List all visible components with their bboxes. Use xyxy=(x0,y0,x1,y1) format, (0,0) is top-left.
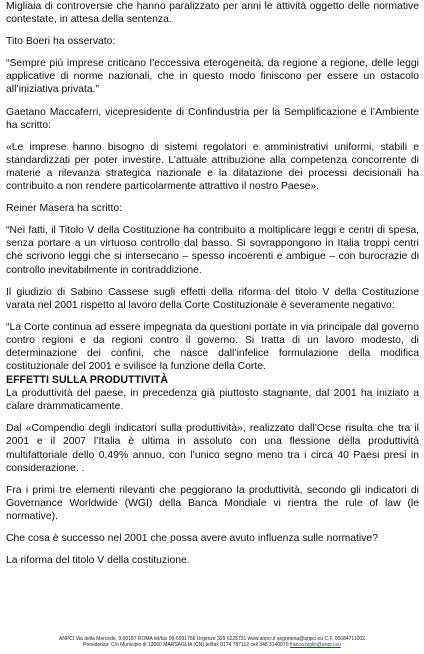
paragraph: Dal «Compendio degli indicatori sulla produttività», realizzato dall’Ocse risulta che tra il 2001 e il 2007 l’Italia è ultima in assoluto con una flessione della produttività multifattoriale dello 0,49% annuo, con l’unico segno meno tra i circa 40 Paesi presi in considerazione. . xyxy=(6,423,419,474)
quote-paragraph: “La Corte continua ad essere impegnata da questioni portate in via principale dal governo contro regioni e da regioni contro il governo. Si tratta di un lavoro modesto, di determinazione dei confini, che nasce dall’infelice formulazione della modifica costituzionale del 2001 e svilisce la funzione della Corte. xyxy=(6,321,419,373)
quote-paragraph: “Sempre più imprese criticano l’eccessiva eterogeneità, da regione a regione, delle leggi applicative di norme nazionali, che in questo modo finiscono per essere un ostacolo all’iniziativa privata.” xyxy=(6,58,419,96)
paragraph: La produttività del paese, in precedenza già piuttosto stagnante, dal 2001 ha iniziato a calare drammaticamente. xyxy=(6,388,419,413)
footer-line-presidency xyxy=(0,642,424,648)
paragraph: Che cosa è successo nel 2001 che possa avere avuto influenza sulle normative? xyxy=(6,533,378,544)
section-heading: EFFETTI SULLA PRODUTTIVITÀ xyxy=(6,374,169,387)
paragraph: La riforma del titolo V della costituzione. xyxy=(6,555,190,567)
document-body xyxy=(6,0,419,576)
paragraph: Migliaia di controversie che hanno paralizzato per anni le attività oggetto delle normative contestate, in attesa della sentenza. xyxy=(6,1,419,26)
quote-paragraph: «Le imprese hanno bisogno di sistemi regolatori e amministrativi uniformi, stabili e standardizzati per poter investire. L’attuale attribuzione alla competenza concorrente di materie a rilevanza strategica nazionale e la dilatazione dei processi decisionali ha contribuito a non rendere particolarmente attrattivo il nostro Paese». xyxy=(6,141,419,193)
footer-email-link[interactable]: franca.biglio@anpci.eu xyxy=(289,642,341,648)
quote-paragraph: “Nei fatti, il Titolo V della Costituzione ha contribuito a moltiplicare leggi e centri di spesa, senza portare a un virtuoso controllo dal basso. Si sovrappongono in Italia troppi centri che scrivono leggi che si intersecano – spesso incoerenti e ambigue – con burocrazie di controllo inevitabilmente in contraddizione. xyxy=(6,225,419,276)
paragraph: Reiner Masera ha scritto: xyxy=(6,203,123,215)
paragraph: Fra i primi tre elementi rilevanti che peggiorano la produttività, secondo gli indicatori di Governance Worldwide (WGI) della Banca Mondiale vi rientra the rule of law (le normative). xyxy=(6,484,419,522)
footer-line-address: ANPCI Via della Mercede, 9 00187 ROMA tel/fax 06-6991756 Urgenze 329 6225731 www.anpci.it segreteria@anpci.eu C.F. 05684711002 xyxy=(59,636,365,642)
paragraph: Gaetano Maccaferri, vicepresidente di Confindustria per la Semplificazione e l’Ambiente ha scritto: xyxy=(6,106,419,131)
paragraph: Il giudizio di Sabino Cassese sugli effetti della riforma del titolo V della Costituzione varata nel 2001 rispetto al lavoro della Corte Costituzionale è severamente negativo: xyxy=(6,286,419,311)
paragraph: Tito Boeri ha osservato: xyxy=(6,36,116,48)
page-footer xyxy=(0,636,424,648)
footer-presidency-text: Presidenza: C/o Municipio di 12060 MARSAGLIA (CN) tel/fax 0174 787112 cell 348 3140070 xyxy=(83,642,290,648)
